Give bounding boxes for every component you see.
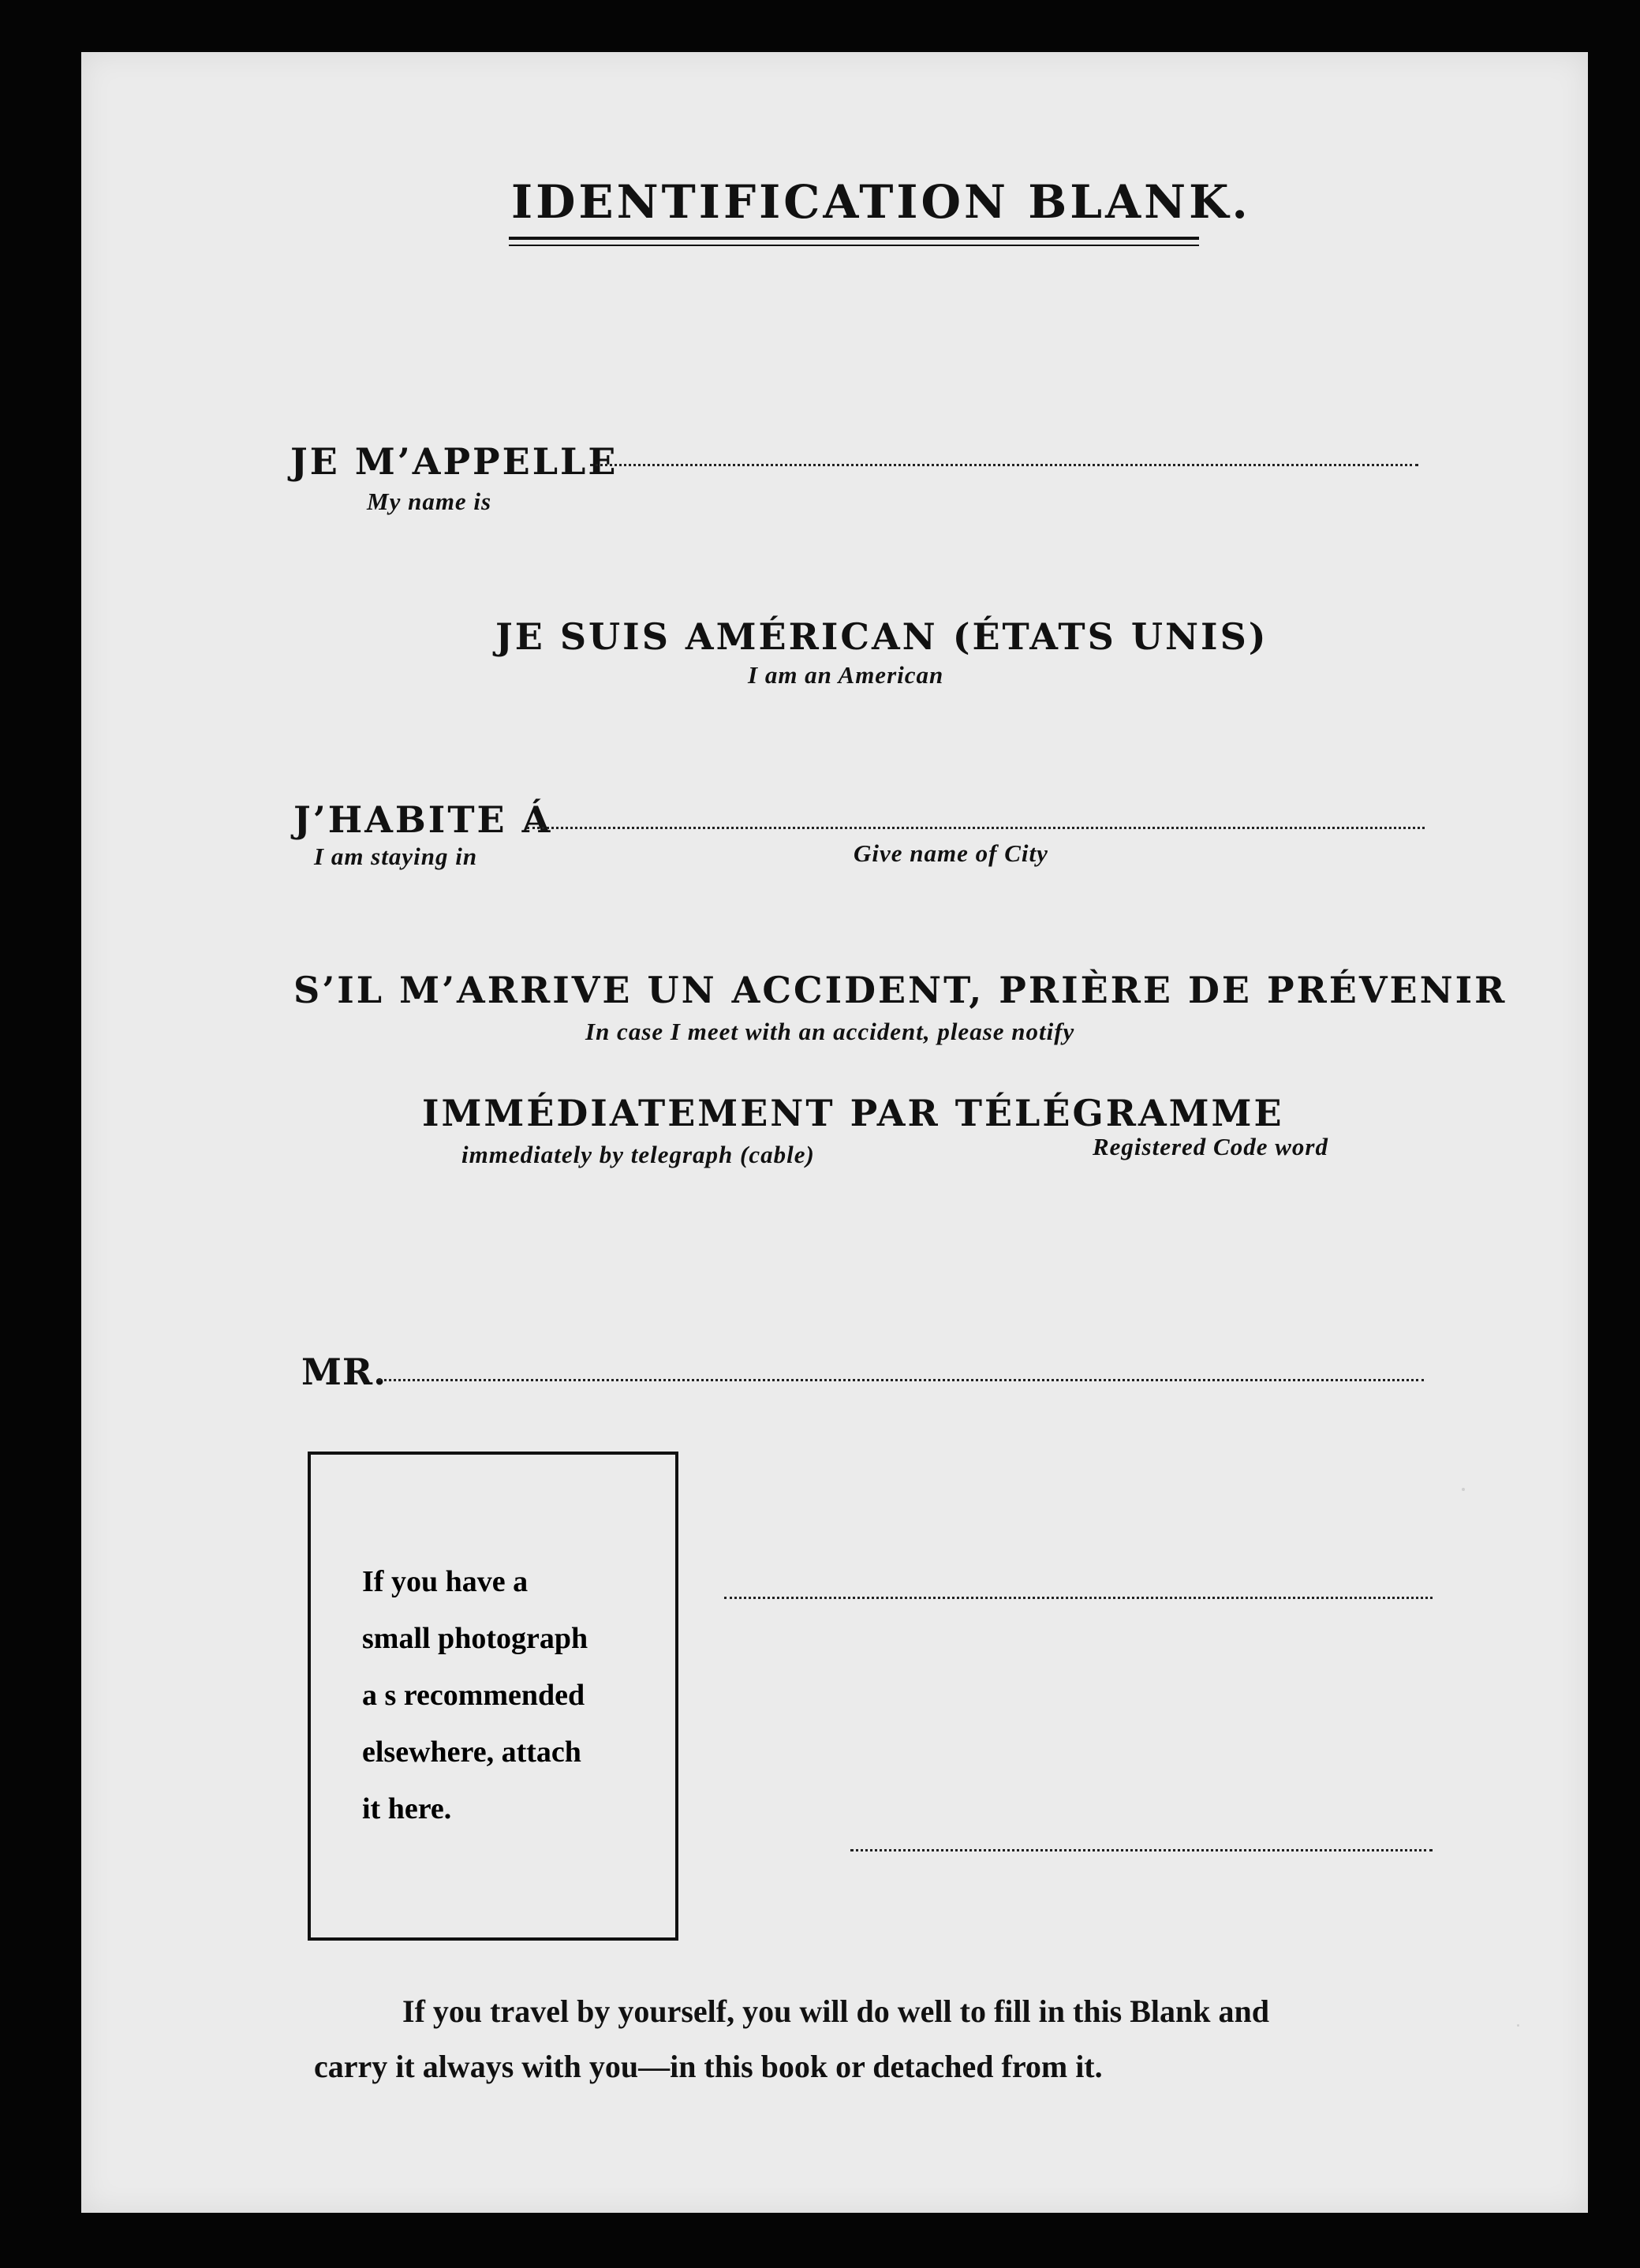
photo-instruction-line: If you have a xyxy=(362,1565,529,1598)
scan-speck xyxy=(1462,1488,1465,1491)
nationality-hint: I am an American xyxy=(748,661,944,689)
residence-hint: I am staying in xyxy=(314,843,478,870)
photo-instruction-line: small photograph xyxy=(362,1622,588,1655)
nationality-statement: JE SUIS AMÉRICAN (ÉTATS UNIS) xyxy=(495,615,1268,658)
telegram-hint: immediately by telegraph (cable) xyxy=(461,1141,815,1168)
accident-hint: In case I meet with an accident, please notify xyxy=(585,1018,1075,1045)
photo-instruction-line: a s recommended xyxy=(362,1679,585,1712)
contact-name-fill-line[interactable] xyxy=(379,1379,1424,1381)
accident-statement: S’IL M’ARRIVE UN ACCIDENT, PRIÈRE DE PRÉVENIR xyxy=(293,969,1507,1011)
photo-instructions xyxy=(362,1553,646,1837)
name-label: JE M’APPELLE xyxy=(290,440,618,483)
form-title: IDENTIFICATION BLANK. xyxy=(511,175,1251,229)
name-hint: My name is xyxy=(367,488,492,515)
footer-line-1: If you travel by yourself, you will do well to fill in this Blank and xyxy=(402,1993,1270,2029)
residence-fill-line[interactable] xyxy=(527,827,1425,829)
photo-instruction-line: it here. xyxy=(362,1792,452,1825)
address-fill-line-2[interactable] xyxy=(850,1849,1433,1851)
photo-instruction-line: elsewhere, attach xyxy=(362,1736,581,1769)
contact-label: MR. xyxy=(301,1351,387,1393)
scan-speck xyxy=(1517,2024,1519,2027)
address-fill-line-1[interactable] xyxy=(724,1597,1433,1599)
photo-attachment-box[interactable] xyxy=(308,1452,678,1941)
telegram-statement: IMMÉDIATEMENT PAR TÉLÉGRAMME xyxy=(422,1092,1284,1134)
footer-line-2: carry it always with you—in this book or detached from it. xyxy=(314,2049,1103,2084)
title-underline xyxy=(509,237,1199,246)
name-fill-line[interactable] xyxy=(590,464,1418,466)
city-hint: Give name of City xyxy=(854,839,1048,867)
code-word-hint: Registered Code word xyxy=(1093,1133,1328,1160)
residence-label: J’HABITE Á xyxy=(293,798,553,841)
